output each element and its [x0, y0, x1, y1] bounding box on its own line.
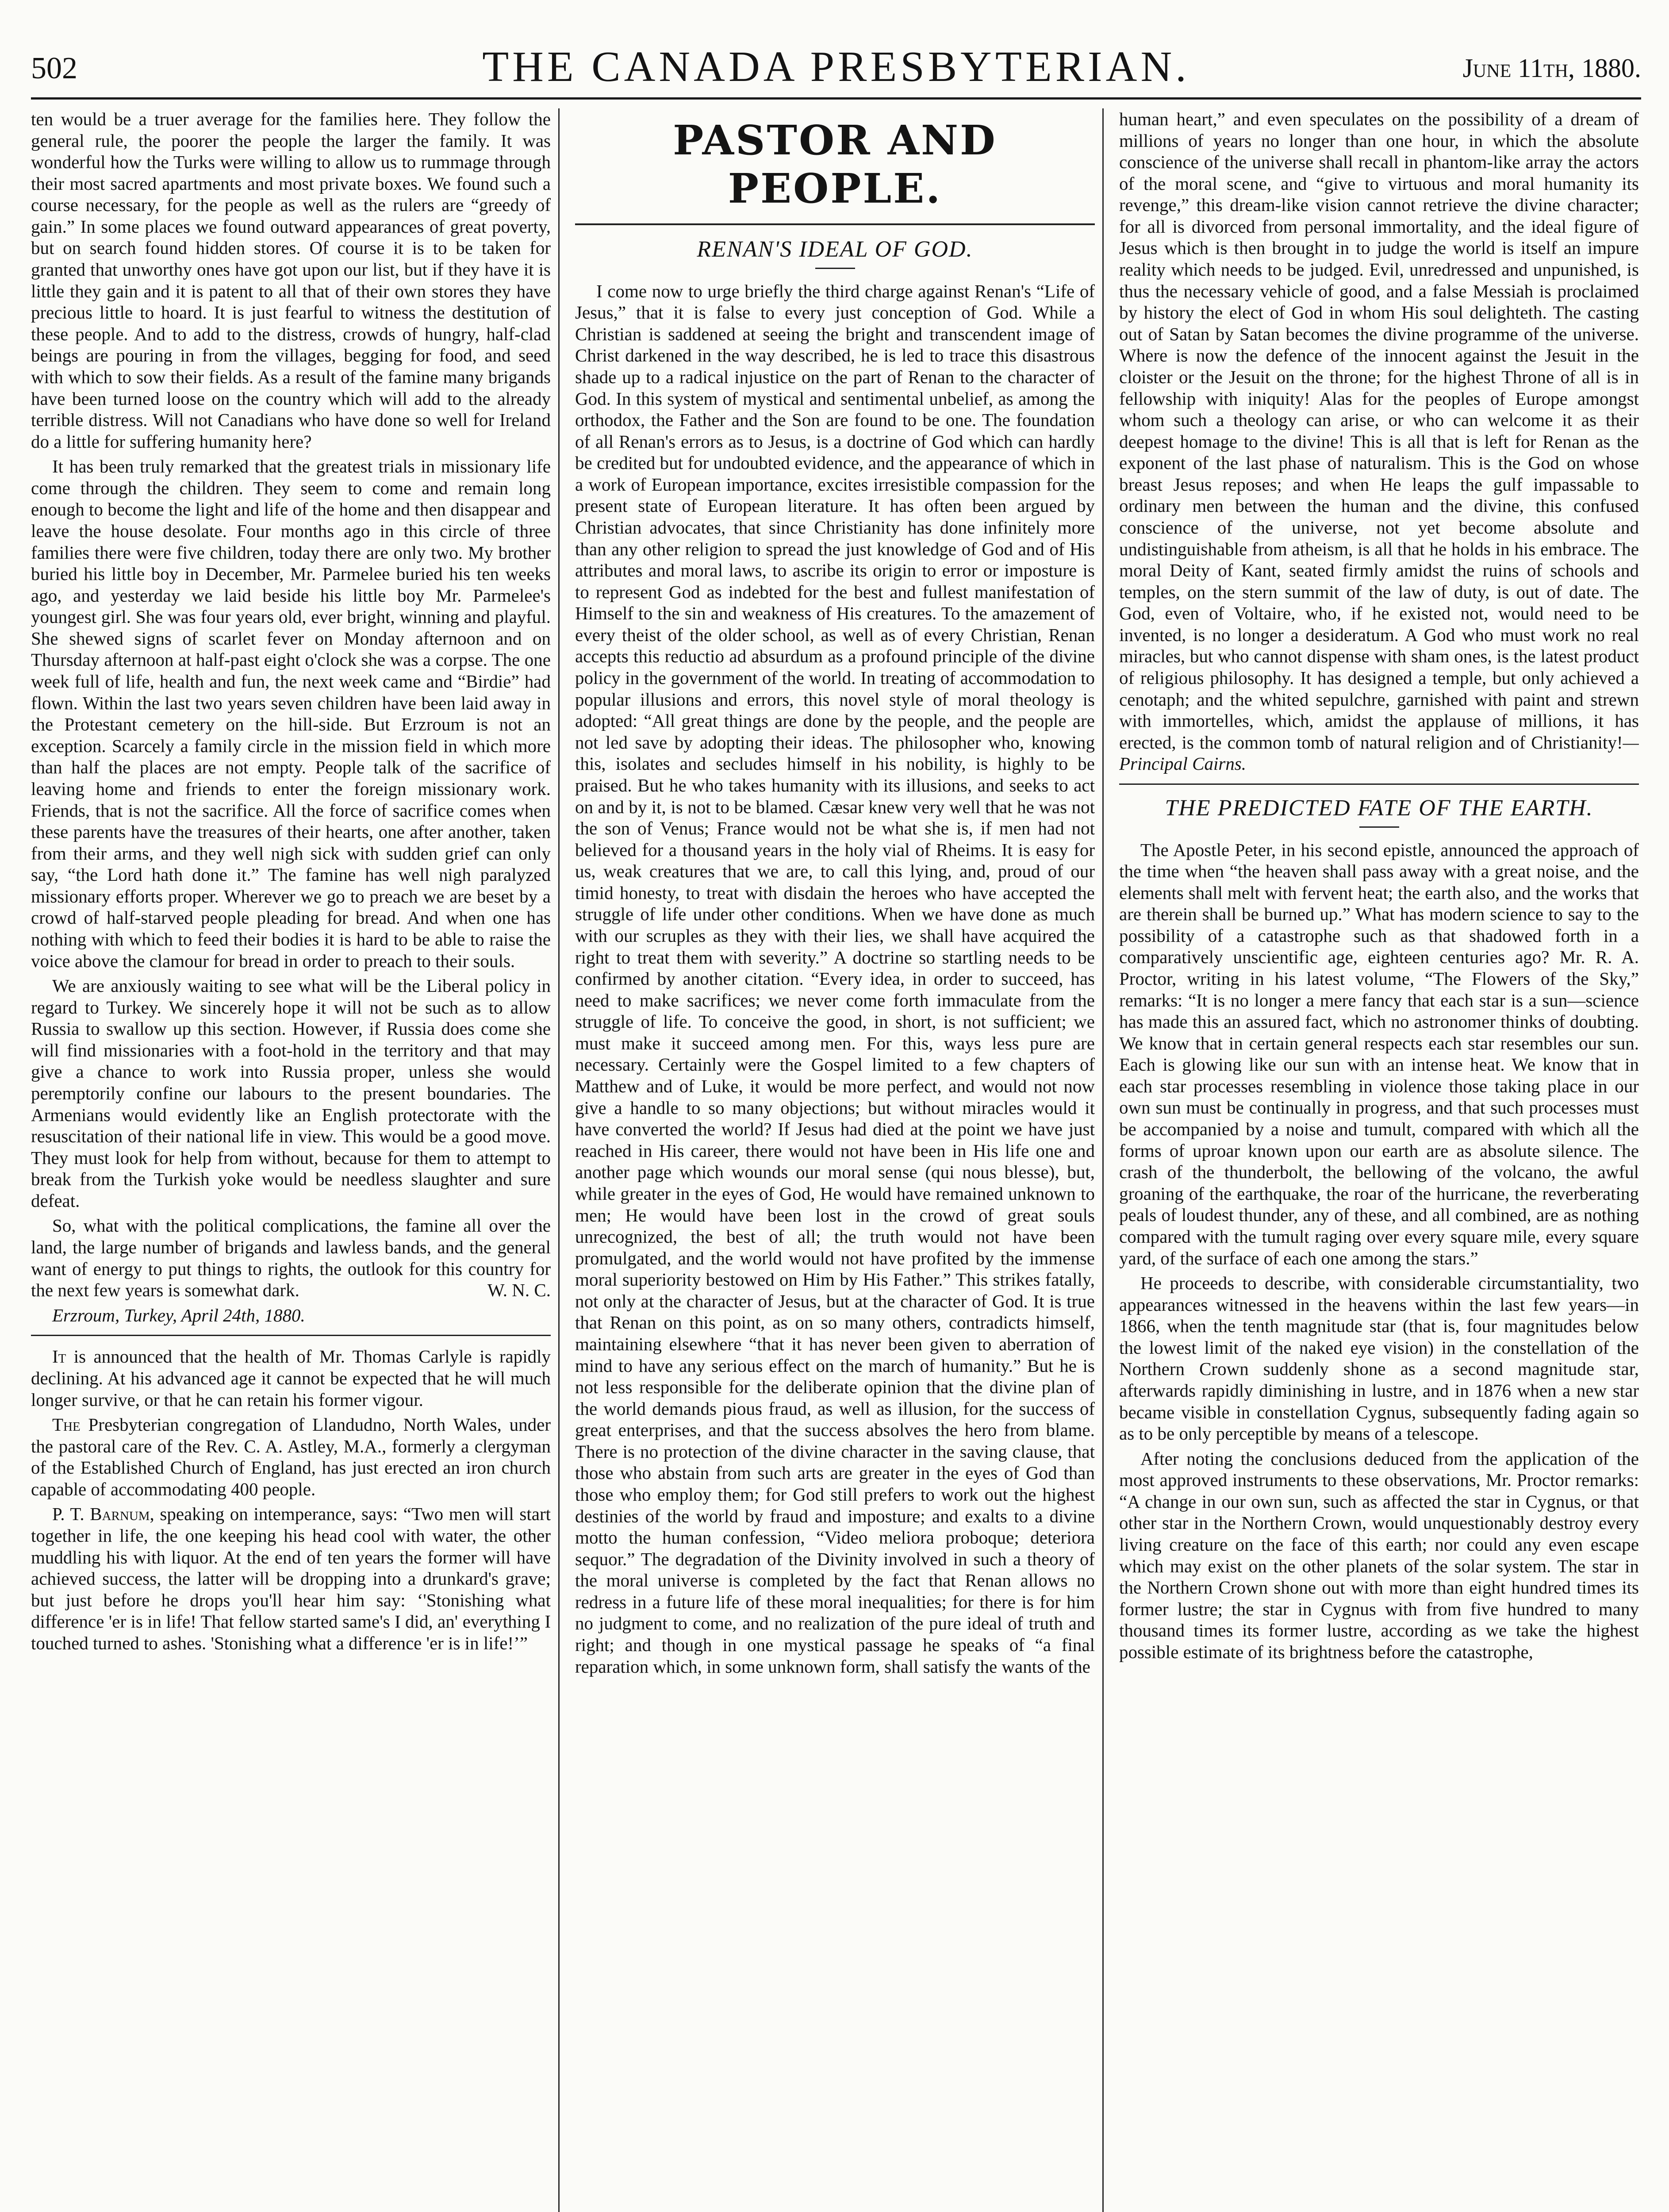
article-title-earth: THE PREDICTED FATE OF THE EARTH. — [1165, 795, 1593, 821]
news-item-barnum-lead: P. T. Barnum, — [52, 1504, 154, 1525]
newspaper-title: THE CANADA PRESBYTERIAN. — [482, 43, 1190, 91]
letter-paragraph-3: We are anxiously waiting to see what will be the Liberal policy in regard to Turkey. We sincerely hope it will not be such as to allow Russia to swallow up this section. However, if Russia does come she will find missionaries with a foot-hold in the territory and that may give a chance to work into Russia proper, unless she would peremptorily confine our labours to the present boundaries. The Armenians would evidently like an English protectorate with the resuscitation of their national life in view. This would be a good move. They must look for help from without, because for them to attempt to break from the Turkish yoke would be needless slaughter and sure defeat. — [31, 975, 551, 1211]
earth-paragraph-1: The Apostle Peter, in his second epistle, announced the approach of the time when “the heaven shall pass away with a great noise, and the elements shall melt with fervent heat; the earth also, and the works that are therein shall be burned up.” What has modern science to say to the possibility of a catastrophe such as that shadowed forth in a comparatively unscientific age, eighteen centuries ago? Mr. R. A. Proctor, writing in his latest volume, “The Flowers of the Sky,” remarks: “It is no longer a mere fancy that each star is a sun—science has made this an assured fact, which no astronomer thinks of doubting. We know that in certain general respects each star resembles our sun. Each is glowing like our sun with an intense heat. We know that in each star processes resembling in violence those taking place in our own sun must be continually in progress, and that such processes must be accompanied by a noise and tumult, compared with which all the forms of uproar known upon our earth are as absolute silence. The crash of the thunderbolt, the bellowing of the volcano, the awful groaning of the earthquake, the roar of the hurricane, the reverberating peals of loudest thunder, any of these, and all combined, are as nothing compared with the tumult raging over every square mile, every square yard, of the surface of each one among the stars.” — [1119, 839, 1639, 1268]
earth-paragraph-2: He proceeds to describe, with considerable circumstantiality, two appearances witnessed in the heavens within the last few years—in 1866, when the tenth magnitude star (that is, four magnitudes below the lowest limit of the naked eye vision) in the constellation of the Northern Crown suddenly shone as a second magnitude star, afterwards rapidly diminishing in lustre, and in 1876 when a new star became visible in constellation Cygnus, subsequently fading again so as to be only perceptible by means of a telescope. — [1119, 1273, 1639, 1444]
column-rule-2 — [1102, 108, 1104, 2212]
section-divider — [31, 1335, 551, 1336]
letter-paragraph-2: It has been truly remarked that the greatest trials in missionary life come through the children. They seem to come and remain long enough to become the light and life of the home and then disappear and leave the house desolate. Four months ago in this circle of three families there were five children, today there are only two. My brother buried his little boy in December, Mr. Parmelee buried his ten weeks ago, and yesterday we laid beside his little boy Mr. Parmelee's youngest girl. She was four years old, ever bright, winning and playful. She shewed signs of scarlet fever on Monday afternoon and on Thursday afternoon at half-past eight o'clock she was a corpse. The one week full of life, health and fun, the next week came and “Birdie” had flown. Within the last two years seven children have been laid away in the Protestant cemetery on the hill-side. But Erzroum is not an exception. Scarcely a family circle in the mission field in which more than half the places are not empty. People talk of the sacrifice of leaving home and friends to enter the foreign missionary work. Friends, that is not the sacrifice. All the force of sacrifice comes when these parents have the treasures of their hearts, one after another, taken from their arms, and they well nigh sick with sudden grief can only say, “the Lord hath done it.” The famine has well nigh paralyzed missionary efforts proper. Wherever we go to preach we are beset by a crowd of half-starved people pleading for bread. And when one has nothing with which to feed their bodies it is hard to be able to raise the voice above the clamour for bread in order to preach to their souls. — [31, 456, 551, 971]
section-heading: PASTOR AND PEOPLE. — [673, 116, 997, 213]
section-heading-rule — [575, 223, 1095, 225]
letter-paragraph-4 — [31, 1215, 551, 1301]
letter-dateline: Erzroum, Turkey, April 24th, 1880. — [52, 1305, 305, 1325]
news-item-carlyle — [31, 1346, 551, 1410]
news-item-llandudno — [31, 1414, 551, 1500]
letter-paragraph-1: ten would be a truer average for the families here. They follow the general rule, the poorer the people the larger the family. It was wonderful how the Turks were willing to allow us to rummage through their most sacred apartments and most private boxes. We found such a course necessary, for the people as well as the rulers are “greedy of gain.” In some places we found outward appearances of great poverty, but on search found hidden stores. Of course it is to be taken for granted that unworthy ones have got upon our list, but if they have it is little they gain and it is patent to all that of their own stores they have precious little to hoard. It is just fearful to witness the destitution of these people. And to add to the distress, crowds of hungry, half-clad beings are pouring in from the villages, begging for food, and seed with which to sow their fields. As a result of the famine many brigands have been turned loose on the country which will add to the already terrible distress. Will not Canadians who have done so well for Ireland do a little for suffering humanity here? — [31, 109, 551, 452]
renan-article-continued — [1119, 108, 1639, 775]
article-author: —Principal Cairns. — [1119, 732, 1639, 774]
news-item-carlyle-lead: It — [52, 1346, 66, 1367]
renan-article-continued-text: human heart,” and even speculates on the possibility of a dream of millions of years no longer than one hour, in which the absolute conscience of the universe shall recall in phantom-like array the actors of the moral scene, and “give to virtuous and moral humanity its revenge,” this dream-like vision cannot retrieve the divine character; for all is divorced from personal immortality, and the ideal figure of Jesus which is then brought in to judge the world is itself an impure reality which needs to be judged. Evil, unredressed and unpunished, is thus the necessary vehicle of good, and a false Messiah is proclaimed by history the elect of God in whom His soul delighteth. The casting out of Satan by Satan becomes the divine programme of the universe. Where is now the defence of the innocent against the Jesuit in the cloister or the Jesuit on the throne; for the highest Throne of all is in fellowship with iniquity! Alas for the peoples of Europe amongst whom such a theology can arise, or who can welcome it as their deepest homage to the divine! This is all that is left for Renan as the exponent of the last phase of naturalism. This is the God on whose breast Jesus reposes; and when He leaps the gulf impassable to ordinary men between the human and the divine, this confused conscience of the universe, not yet become absolute and undistinguishable from atheism, is all that he holds in his embrace. The moral Deity of Kant, seated firmly amidst the ruins of schools and temples, on the stern summit of the law of duty, is out of date. The God, even of Voltaire, who, if he existed not, would need to be invented, is no longer a desideratum. A God who must work no real miracles, but who cannot dispense with sham ones, is the latest product of religious philosophy. It has designed a temple, but only achieved a cenotaph; and the whited sepulchre, garnished with paint and strewn with immortelles, which, amidst the applause of millions, it has erected, is the common tomb of natural religion and of Christianity! — [1119, 109, 1639, 753]
article-title-renan: RENAN'S IDEAL OF GOD. — [697, 237, 973, 262]
news-item-barnum-text: speaking on intemperance, says: “Two men will start together in life, the one keeping his head cool with water, the other muddling his with liquor. At the end of ten years the former will have achieved success, the latter will be dropping into a drunkard's grave; but just before he drops you'll hear him say: ‘'Stonishing what difference 'er is in life! That fellow started same's I did, an' everything I touched turned to ashes. 'Stonishing what a difference 'er is in life!’” — [31, 1504, 551, 1653]
masthead — [31, 27, 1641, 100]
news-item-llandudno-lead: The — [52, 1414, 81, 1435]
renan-article-body: I come now to urge briefly the third charge against Renan's “Life of Jesus,” that it is false to every just conception of God. While a Christian is saddened at seeing the bright and transcendent image of Christ darkened in the way described, he is led to trace this disastrous shade up to a radical injustice on the part of Renan to the character of God. In this system of mystical and sentimental unbelief, as among the orthodox, the Father and the Son are found to be one. The foundation of all Renan's errors as to Jesus, is a doctrine of God which can hardly be credited but for undoubted evidence, and the appearance of which in a work of European importance, excites irresistible compassion for the present state of European literature. It has often been argued by Christian advocates, that since Christianity has done infinitely more than any other religion to spread the just knowledge of God and of His attributes and moral laws, to ascribe its origin to error or imposture is to represent God as indebted for the best and fullest manifestation of Himself to the sin and weakness of His creatures. To the amazement of every theist of the older school, as well as of every Christian, Renan accepts this reductio ad absurdum as a profound principle of the divine policy in the government of the world. In treating of accommodation to popular illusions and errors, this novel style of moral theology is adopted: “All great things are done by the people, and the people are not led save by adopting their ideas. The philosopher who, knowing this, isolates and secludes himself in his nobility, is highly to be praised. But he who takes humanity with its illusions, and seeks to act on and by it, is not to be blamed. Cæsar knew very well that he was not the son of Venus; France would not be what she is, if men had not believed for a thousand years in the holy vial of Rheims. It is easy for us, weak creatures that we are, to call this lying, and, proud of our timid honesty, to treat with disdain the heroes who have accepted the struggle of life under other conditions. When we have done as much with our scruples as they with their lies, we shall have acquired the right to treat them with severity.” A doctrine so startling needs to be confirmed by another citation. “Every idea, in order to succeed, has need to make sacrifices; we never come forth immaculate from the struggle of life. To conceive the good, in short, is not sufficient; we must make it succeed among men. For this, ways less pure are necessary. Certainly were the Gospel limited to a few chapters of Matthew and of Luke, it would be more perfect, and would not now give a handle to so many objections; but without miracles would it have converted the world? If Jesus had died at the point we have just reached in His career, there would not have been in His life one and another page which wounds our moral sense (qui nous blesse), but, while greater in the eyes of God, He would have remained unknown to men; He would have been lost in the crowd of great souls unrecognized, the best of all; the truth would not have been promulgated, and the world would not have profited by the immense moral superiority bestowed on Him by His Father.” This strikes fatally, not only at the character of Jesus, but at the character of God. It is true that Renan on this point, as on so many others, contradicts himself, maintaining elsewhere “that it has never been given to aberration of mind to have any serious effect on the march of humanity.” But he is not less responsible for the deliberate opinion that the divine plan of the world demands pious fraud, as well as illusion, for the success of great enterprises, and that the success absolves the hero from blame. There is no protection of the divine character in the saving clause, that those who abstain from such arts are greater in the eyes of God than those who employ them; for God still prefers to work out the highest destinies of the world by fraud and imposture; and exalts to a divine motto the human confession, “Video meliora proboque; deteriora sequor.” The degradation of the Divinity involved in such a theory of the moral universe is completed by the fact that Renan allows no redress in a future life of these moral inequalities; for there is for him no judgment to come, and no realization of the pure ideal of truth and right; and though in one mystical passage he speaks of “a final reparation which, in some unknown form, shall satisfy the wants of the — [575, 280, 1095, 1677]
page-number: 502 — [31, 51, 77, 85]
title-underline — [815, 268, 855, 269]
letter-paragraph-4-text: So, what with the political complications, the famine all over the land, the large number of brigands and lawless bands, and the general want of energy to put things to rights, the outlook for this country for the next few years is somewhat dark. — [31, 1215, 551, 1301]
column-1 — [31, 108, 551, 2212]
news-item-barnum — [31, 1503, 551, 1654]
article-divider — [1119, 783, 1639, 785]
issue-date: June 11th, 1880. — [1462, 54, 1641, 83]
news-item-carlyle-text: is announced that the health of Mr. Thomas Carlyle is rapidly declining. At his advanced age it cannot be expected that he will much longer survive, or that he can retain his former vigour. — [31, 1346, 551, 1410]
news-item-llandudno-text: Presbyterian congregation of Llandudno, North Wales, under the pastoral care of the Rev. C. A. Astley, M.A., formerly a clergyman of the Established Church of England, has just erected an iron church capable of accommodating 400 people. — [31, 1414, 551, 1499]
earth-paragraph-3: After noting the conclusions deduced from the application of the most approved instruments to these observations, Mr. Proctor remarks: “A change in our own sun, such as affected the star in Cygnus, or that other star in the Northern Crown, would unquestionably destroy every living creature on the face of this earth; nor could any even escape which may exist on the other planets of the solar system. The star in the Northern Crown shone out with more than eight hundred times its former lustre; the star in Cygnus with from five hundred to many thousand times its former lustre, according as we take the highest possible estimate of its brightness before the catastrophe, — [1119, 1448, 1639, 1662]
column-2 — [575, 108, 1095, 2212]
letter-signature: W. N. C. — [487, 1280, 551, 1301]
column-3 — [1119, 108, 1639, 2212]
column-rule-1 — [558, 108, 560, 2212]
title-underline-2 — [1359, 826, 1399, 828]
